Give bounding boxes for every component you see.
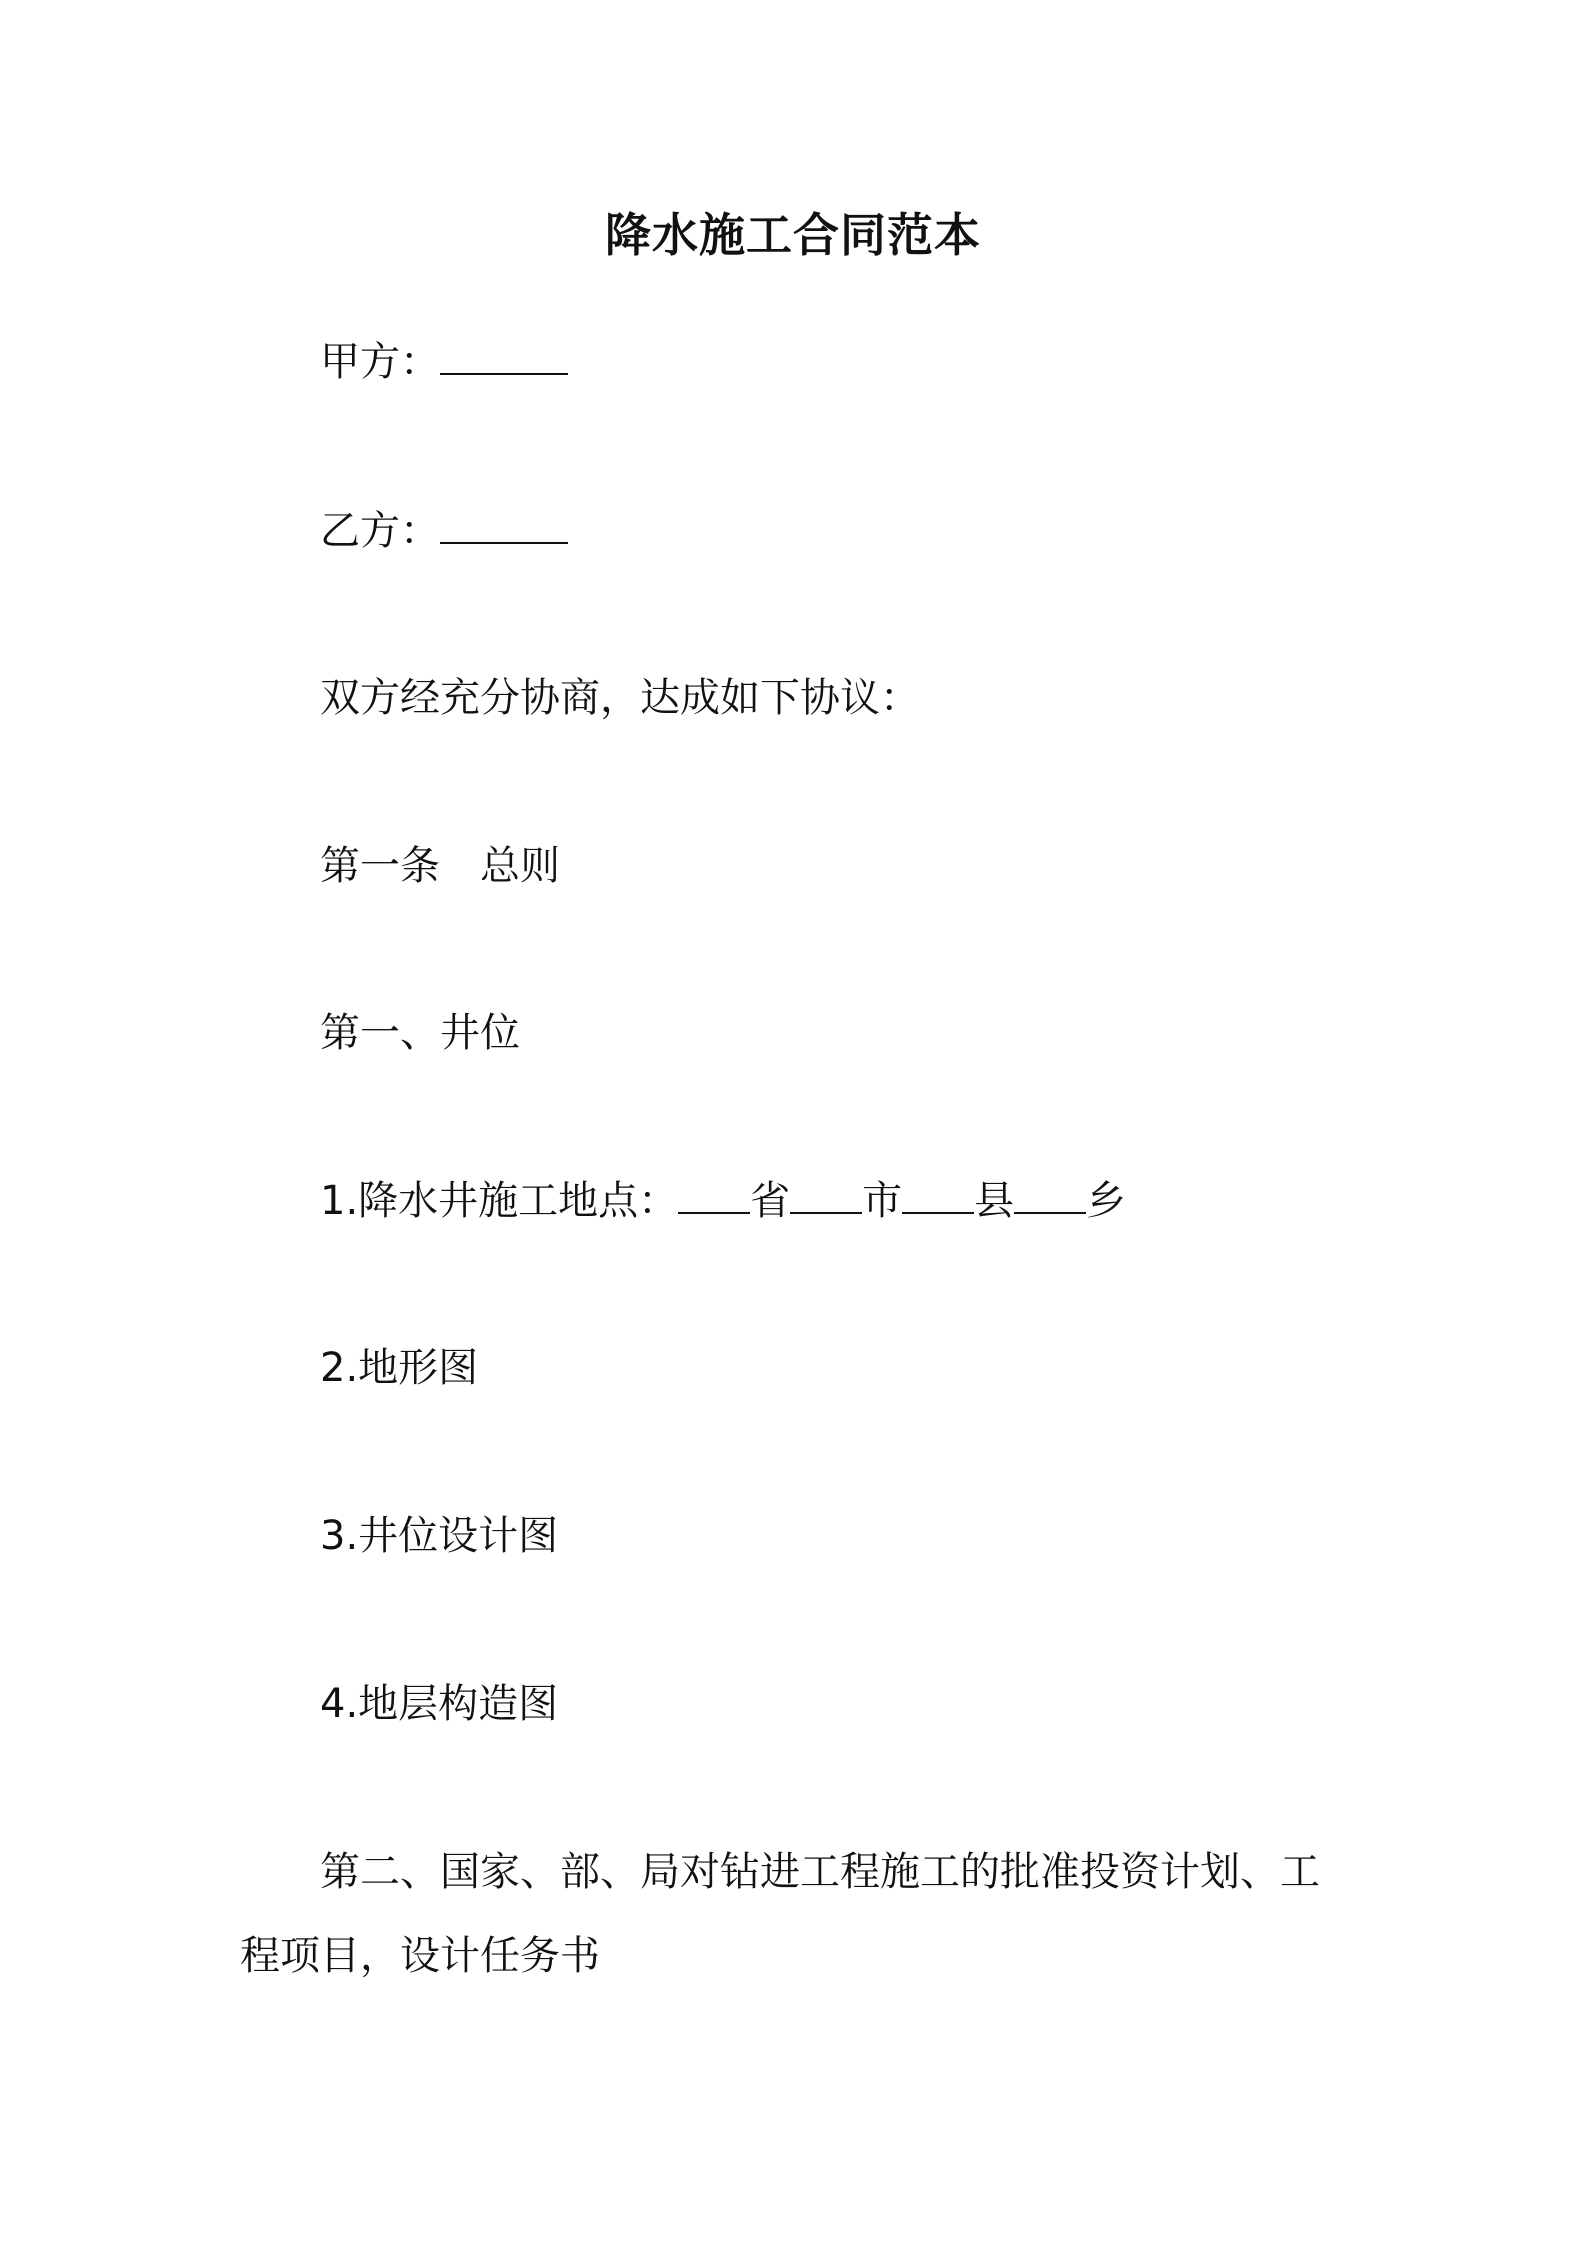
city-label: 市: [862, 1178, 903, 1224]
agreement-intro: 双方经充分协商，达成如下协议：: [320, 675, 920, 721]
item-3: 3.井位设计图: [320, 1513, 559, 1559]
party-b-label: 乙方：: [320, 508, 440, 554]
township-label: 乡: [1086, 1178, 1127, 1224]
county-label: 县: [974, 1178, 1015, 1224]
party-a-line: [320, 333, 568, 390]
city-blank: [790, 1172, 862, 1214]
item-1-location: [320, 1172, 1126, 1229]
section-2-paragraph: 第二、国家、部、局对钻进工程施工的批准投资计划、工程项目，设计任务书: [240, 1849, 1320, 1979]
party-b-blank: [440, 502, 568, 544]
province-label: 省: [750, 1178, 791, 1224]
party-a-blank: [440, 333, 568, 375]
item-2: 2.地形图: [320, 1345, 479, 1391]
article-1-heading: 第一条 总则: [320, 843, 560, 889]
party-a-label: 甲方：: [320, 339, 440, 385]
township-blank: [1014, 1172, 1086, 1214]
party-b-line: [320, 502, 568, 559]
province-blank: [678, 1172, 750, 1214]
item-1-prefix: 1.降水井施工地点：: [320, 1178, 679, 1224]
section-1-heading: 第一、井位: [320, 1010, 520, 1056]
county-blank: [902, 1172, 974, 1214]
document-title: 降水施工合同范本: [605, 208, 981, 262]
item-4: 4.地层构造图: [320, 1681, 559, 1727]
